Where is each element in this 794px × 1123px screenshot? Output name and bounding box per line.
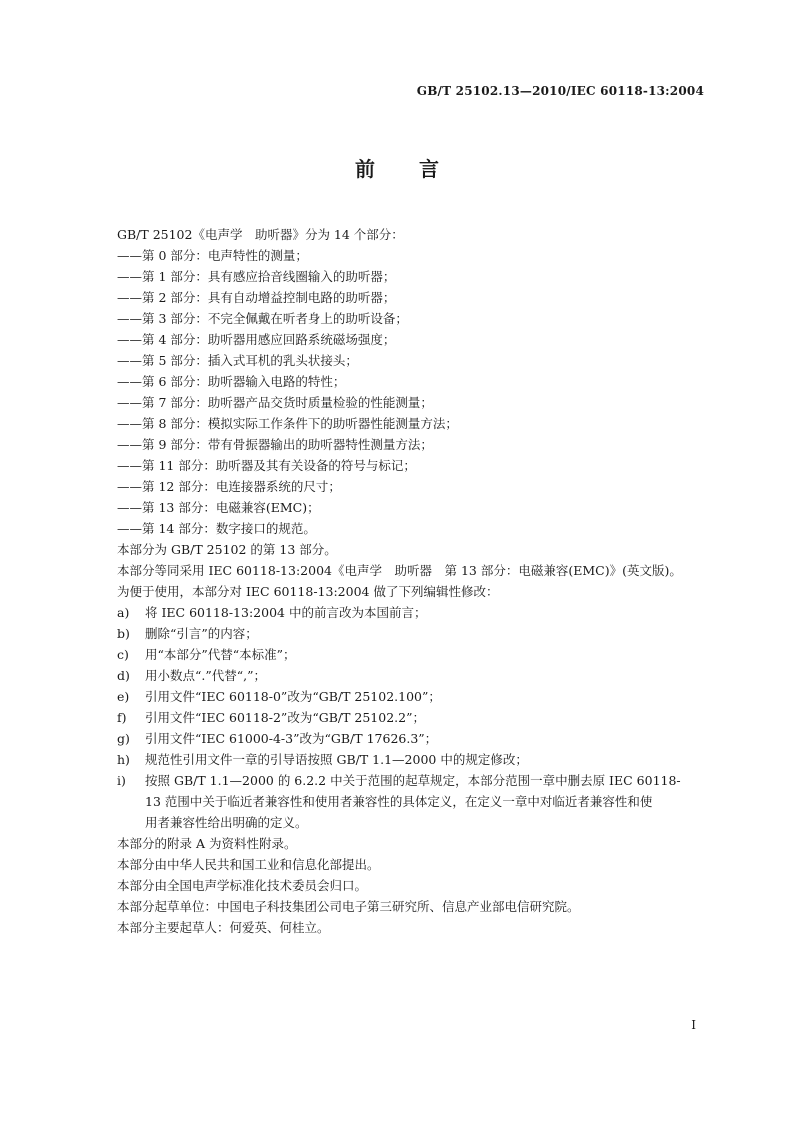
item-label: a)	[117, 605, 130, 620]
list-item: ——第 12 部分：电连接器系统的尺寸；	[117, 479, 341, 494]
list-item	[117, 728, 717, 749]
parts-list	[117, 245, 717, 539]
item-text-line: 13 范围中关于临近者兼容性和使用者兼容性的具体定义，在定义一章中对临近者兼容性和使	[145, 794, 653, 809]
foreword-body	[117, 224, 717, 938]
list-item	[117, 644, 717, 665]
list-item: ——第 6 部分：助听器输入电路的特性；	[117, 374, 346, 389]
item-label: f)	[117, 710, 127, 725]
item-text-line: 用者兼容性给出明确的定义。	[145, 815, 308, 830]
list-item: ——第 13 部分：电磁兼容(EMC)；	[117, 500, 320, 515]
list-item: ——第 9 部分：带有骨振器输出的助听器特性测量方法；	[117, 437, 433, 452]
list-item: ——第 14 部分：数字接口的规范。	[117, 521, 316, 536]
edits-list	[117, 602, 717, 833]
page-title: 前言	[355, 157, 483, 181]
list-item: ——第 7 部分：助听器产品交货时质量检验的性能测量；	[117, 395, 433, 410]
item-text: 用小数点“.”代替“,”；	[145, 668, 267, 683]
list-item	[117, 623, 717, 644]
item-text: 将 IEC 60118-13:2004 中的前言改为本国前言；	[145, 605, 427, 620]
list-item: ——第 8 部分：模拟实际工作条件下的助听器性能测量方法；	[117, 416, 458, 431]
list-item	[117, 686, 717, 707]
closing-annex: 本部分的附录 A 为资料性附录。	[117, 836, 297, 851]
list-item: ——第 4 部分：助听器用感应回路系统磁场强度；	[117, 332, 396, 347]
intro-line: GB/T 25102《电声学 助听器》分为 14 个部分：	[117, 227, 404, 242]
item-label: d)	[117, 668, 130, 683]
statement-edits-intro: 为便于使用，本部分对 IEC 60118-13:2004 做了下列编辑性修改：	[117, 584, 499, 599]
closing-drafters: 本部分主要起草人：何爱英、何桂立。	[117, 920, 330, 935]
list-item	[117, 602, 717, 623]
item-label: c)	[117, 647, 129, 662]
statement-adoption: 本部分等同采用 IEC 60118-13:2004《电声学 助听器 第 13 部分：电磁兼容(EMC)》(英文版)。	[117, 563, 682, 578]
item-text: 删除“引言”的内容；	[145, 626, 258, 641]
item-text: 引用文件“IEC 60118-0”改为“GB/T 25102.100”；	[145, 689, 441, 704]
standard-code-header: GB/T 25102.13—2010/IEC 60118-13:2004	[416, 84, 704, 98]
item-text-line: 按照 GB/T 1.1—2000 的 6.2.2 中关于范围的起草规定，本部分范围一章中删去原 IEC 60118-	[145, 773, 681, 788]
item-label: e)	[117, 689, 130, 704]
closing-proposer: 本部分由中华人民共和国工业和信息化部提出。	[117, 857, 380, 872]
list-item: ——第 3 部分：不完全佩戴在听者身上的助听设备；	[117, 311, 408, 326]
list-item: ——第 0 部分：电声特性的测量；	[117, 248, 308, 263]
list-item	[117, 749, 717, 770]
closing-drafting-units: 本部分起草单位：中国电子科技集团公司电子第三研究所、信息产业部电信研究院。	[117, 899, 580, 914]
item-label: b)	[117, 626, 130, 641]
item-text: 引用文件“IEC 60118-2”改为“GB/T 25102.2”；	[145, 710, 425, 725]
item-text: 引用文件“IEC 61000-4-3”改为“GB/T 17626.3”；	[145, 731, 438, 746]
list-item: ——第 2 部分：具有自动增益控制电路的助听器；	[117, 290, 396, 305]
item-label: i)	[117, 773, 126, 788]
statement-part-number: 本部分为 GB/T 25102 的第 13 部分。	[117, 542, 337, 557]
item-text	[145, 770, 717, 833]
item-label: g)	[117, 731, 130, 746]
closing-committee: 本部分由全国电声学标准化技术委员会归口。	[117, 878, 368, 893]
list-item: ——第 11 部分：助听器及其有关设备的符号与标记；	[117, 458, 416, 473]
list-item	[117, 770, 717, 833]
list-item: ——第 5 部分：插入式耳机的乳头状接头；	[117, 353, 358, 368]
item-text: 用“本部分”代替“本标准”；	[145, 647, 296, 662]
list-item: ——第 1 部分：具有感应拾音线圈输入的助听器；	[117, 269, 396, 284]
list-item	[117, 707, 717, 728]
page-number: I	[691, 1018, 696, 1032]
item-text: 规范性引用文件一章的引导语按照 GB/T 1.1—2000 中的规定修改；	[145, 752, 528, 767]
item-label: h)	[117, 752, 130, 767]
list-item	[117, 665, 717, 686]
